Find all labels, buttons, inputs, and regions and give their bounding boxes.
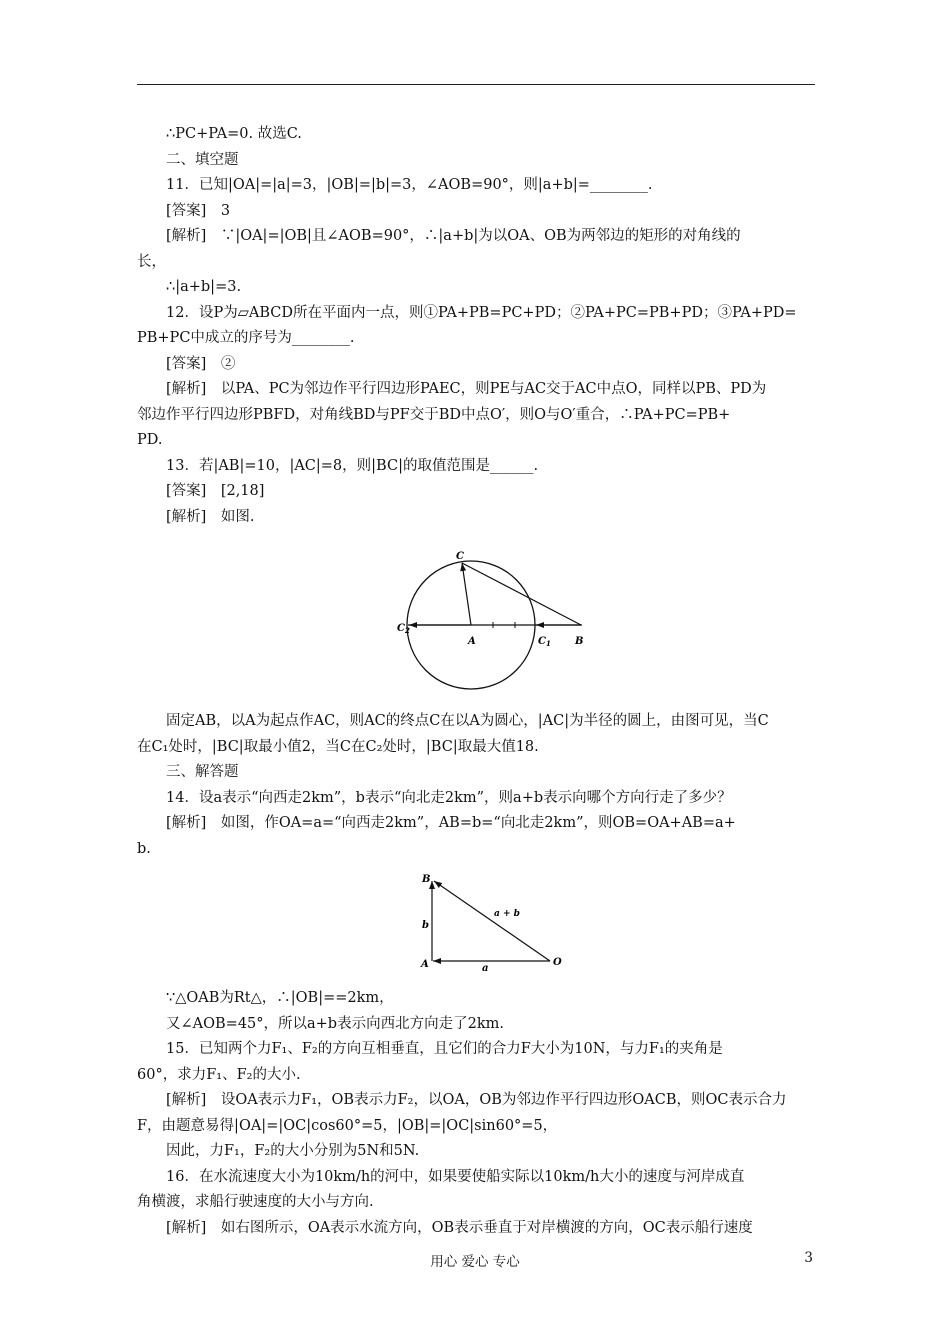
question-12: 12．设P为▱ABCD所在平面内一点，则①PA+PB=PC+PD；②PA+PC=PB+PD；③PA+PD= — [166, 304, 797, 321]
label-a-point: A — [421, 959, 429, 970]
text-line: 长， — [137, 253, 166, 270]
header-rule — [137, 84, 815, 85]
text-line: PB+PC中成立的序号为________. — [137, 330, 355, 346]
label-c: C — [456, 551, 464, 562]
label-a: A — [468, 636, 476, 647]
answer-11: [答案] 3 — [166, 202, 231, 219]
text-line: 因此，力F₁，F₂的大小分别为5N和5N. — [166, 1143, 420, 1159]
analysis-16: [解析] 如右图所示，OA表示水流方向，OB表示垂直于对岸横渡的方向，OC表示船行速度 — [166, 1219, 753, 1236]
section-heading: 二、填空题 — [166, 151, 239, 168]
label-c2: $C_2$ — [397, 623, 410, 635]
vector-a-plus-b — [434, 881, 550, 961]
analysis-14: [解析] 如图，作OA=a=“向西走2km”，AB=b=“向北走2km”，则OB=OA+AB=a+ — [166, 815, 736, 831]
question-15: 15．已知两个力F₁、F₂的方向互相垂直，且它们的合力F大小为10N，与力F₁的夹角是 — [166, 1041, 723, 1057]
label-c1: $C_1$ — [538, 636, 551, 648]
analysis-11: [解析] ∵|OA|=|OB|且∠AOB=90°，∴|a+b|为以OA、OB为两邻边的矩形的对角线的 — [166, 228, 741, 244]
label-o-point: O — [553, 957, 562, 968]
label-a-vector: a — [482, 963, 489, 974]
text-line: F，由题意易得|OA|=|OC|cos60°=5，|OB|=|OC|sin60°=5， — [137, 1117, 558, 1134]
section-heading: 三、解答题 — [166, 764, 239, 780]
answer-13: [答案] [2,18] — [166, 483, 265, 499]
page-content — [137, 122, 815, 1241]
text-line: 60°，求力F₁、F₂的大小. — [137, 1066, 301, 1083]
triangle-figure — [137, 872, 815, 976]
label-b: B — [575, 636, 584, 647]
analysis-15: [解析] 设OA表示力F₁，OB表示力F₂，以OA，OB为邻边作平行四边形OACB，则OC表示合力 — [166, 1092, 787, 1108]
text-line: 又∠AOB=45°，所以a+b表示向西北方向走了2km. — [166, 1015, 504, 1032]
footer-motto: 用心 爱心 专心 — [430, 1254, 520, 1270]
text-line: b. — [137, 840, 151, 857]
text-line: 固定AB，以A为起点作AC，则AC的终点C在以A为圆心，|AC|为半径的圆上，由图可见，当C — [166, 713, 769, 729]
analysis-12: [解析] 以PA、PC为邻边作平行四边形PAEC，则PE与AC交于AC中点O，同样以PB、PD为 — [166, 381, 767, 397]
analysis-13: [解析] 如图. — [166, 508, 255, 525]
question-14: 14．设a表示“向西走2km”，b表示“向北走2km”，则a+b表示向哪个方向行走了多少？ — [166, 789, 732, 806]
answer-12: [答案] ② — [166, 355, 236, 372]
label-a-plus-b: a + b — [494, 909, 520, 919]
text-line: 角横渡，求船行驶速度的大小与方向. — [137, 1194, 374, 1210]
vector-a-c — [462, 563, 471, 625]
text-line: 邻边作平行四边形PBFD，对角线BD与PF交于BD中点O′，则O与O′重合，∴PA+PC=PB+ — [137, 406, 731, 423]
label-b-point: B — [422, 874, 431, 885]
circle-figure — [137, 545, 815, 691]
question-13: 13．若|AB|=10，|AC|=8，则|BC|的取值范围是______. — [166, 457, 539, 474]
label-b-vector: b — [422, 920, 429, 931]
segment-cb — [462, 563, 581, 625]
page-number: 3 — [804, 1250, 813, 1266]
text-line: ∴|a+b|=3. — [166, 279, 242, 295]
question-16: 16．在水流速度大小为10km/h的河中，如果要使船实际以10km/h大小的速度与河岸成直 — [166, 1168, 745, 1185]
text-line: PD. — [137, 432, 163, 448]
text-line: 在C₁处时，|BC|取最小值2，当C在C₂处时，|BC|取最大值18. — [137, 738, 539, 755]
question-11: 11．已知|OA|=|a|=3，|OB|=|b|=3，∠AOB=90°，则|a+b|=________. — [166, 177, 653, 193]
text-line: ∴PC+PA=0. 故选C. — [166, 126, 302, 142]
text-line: ∵△OAB为Rt△，∴|OB|==2km， — [166, 990, 394, 1006]
